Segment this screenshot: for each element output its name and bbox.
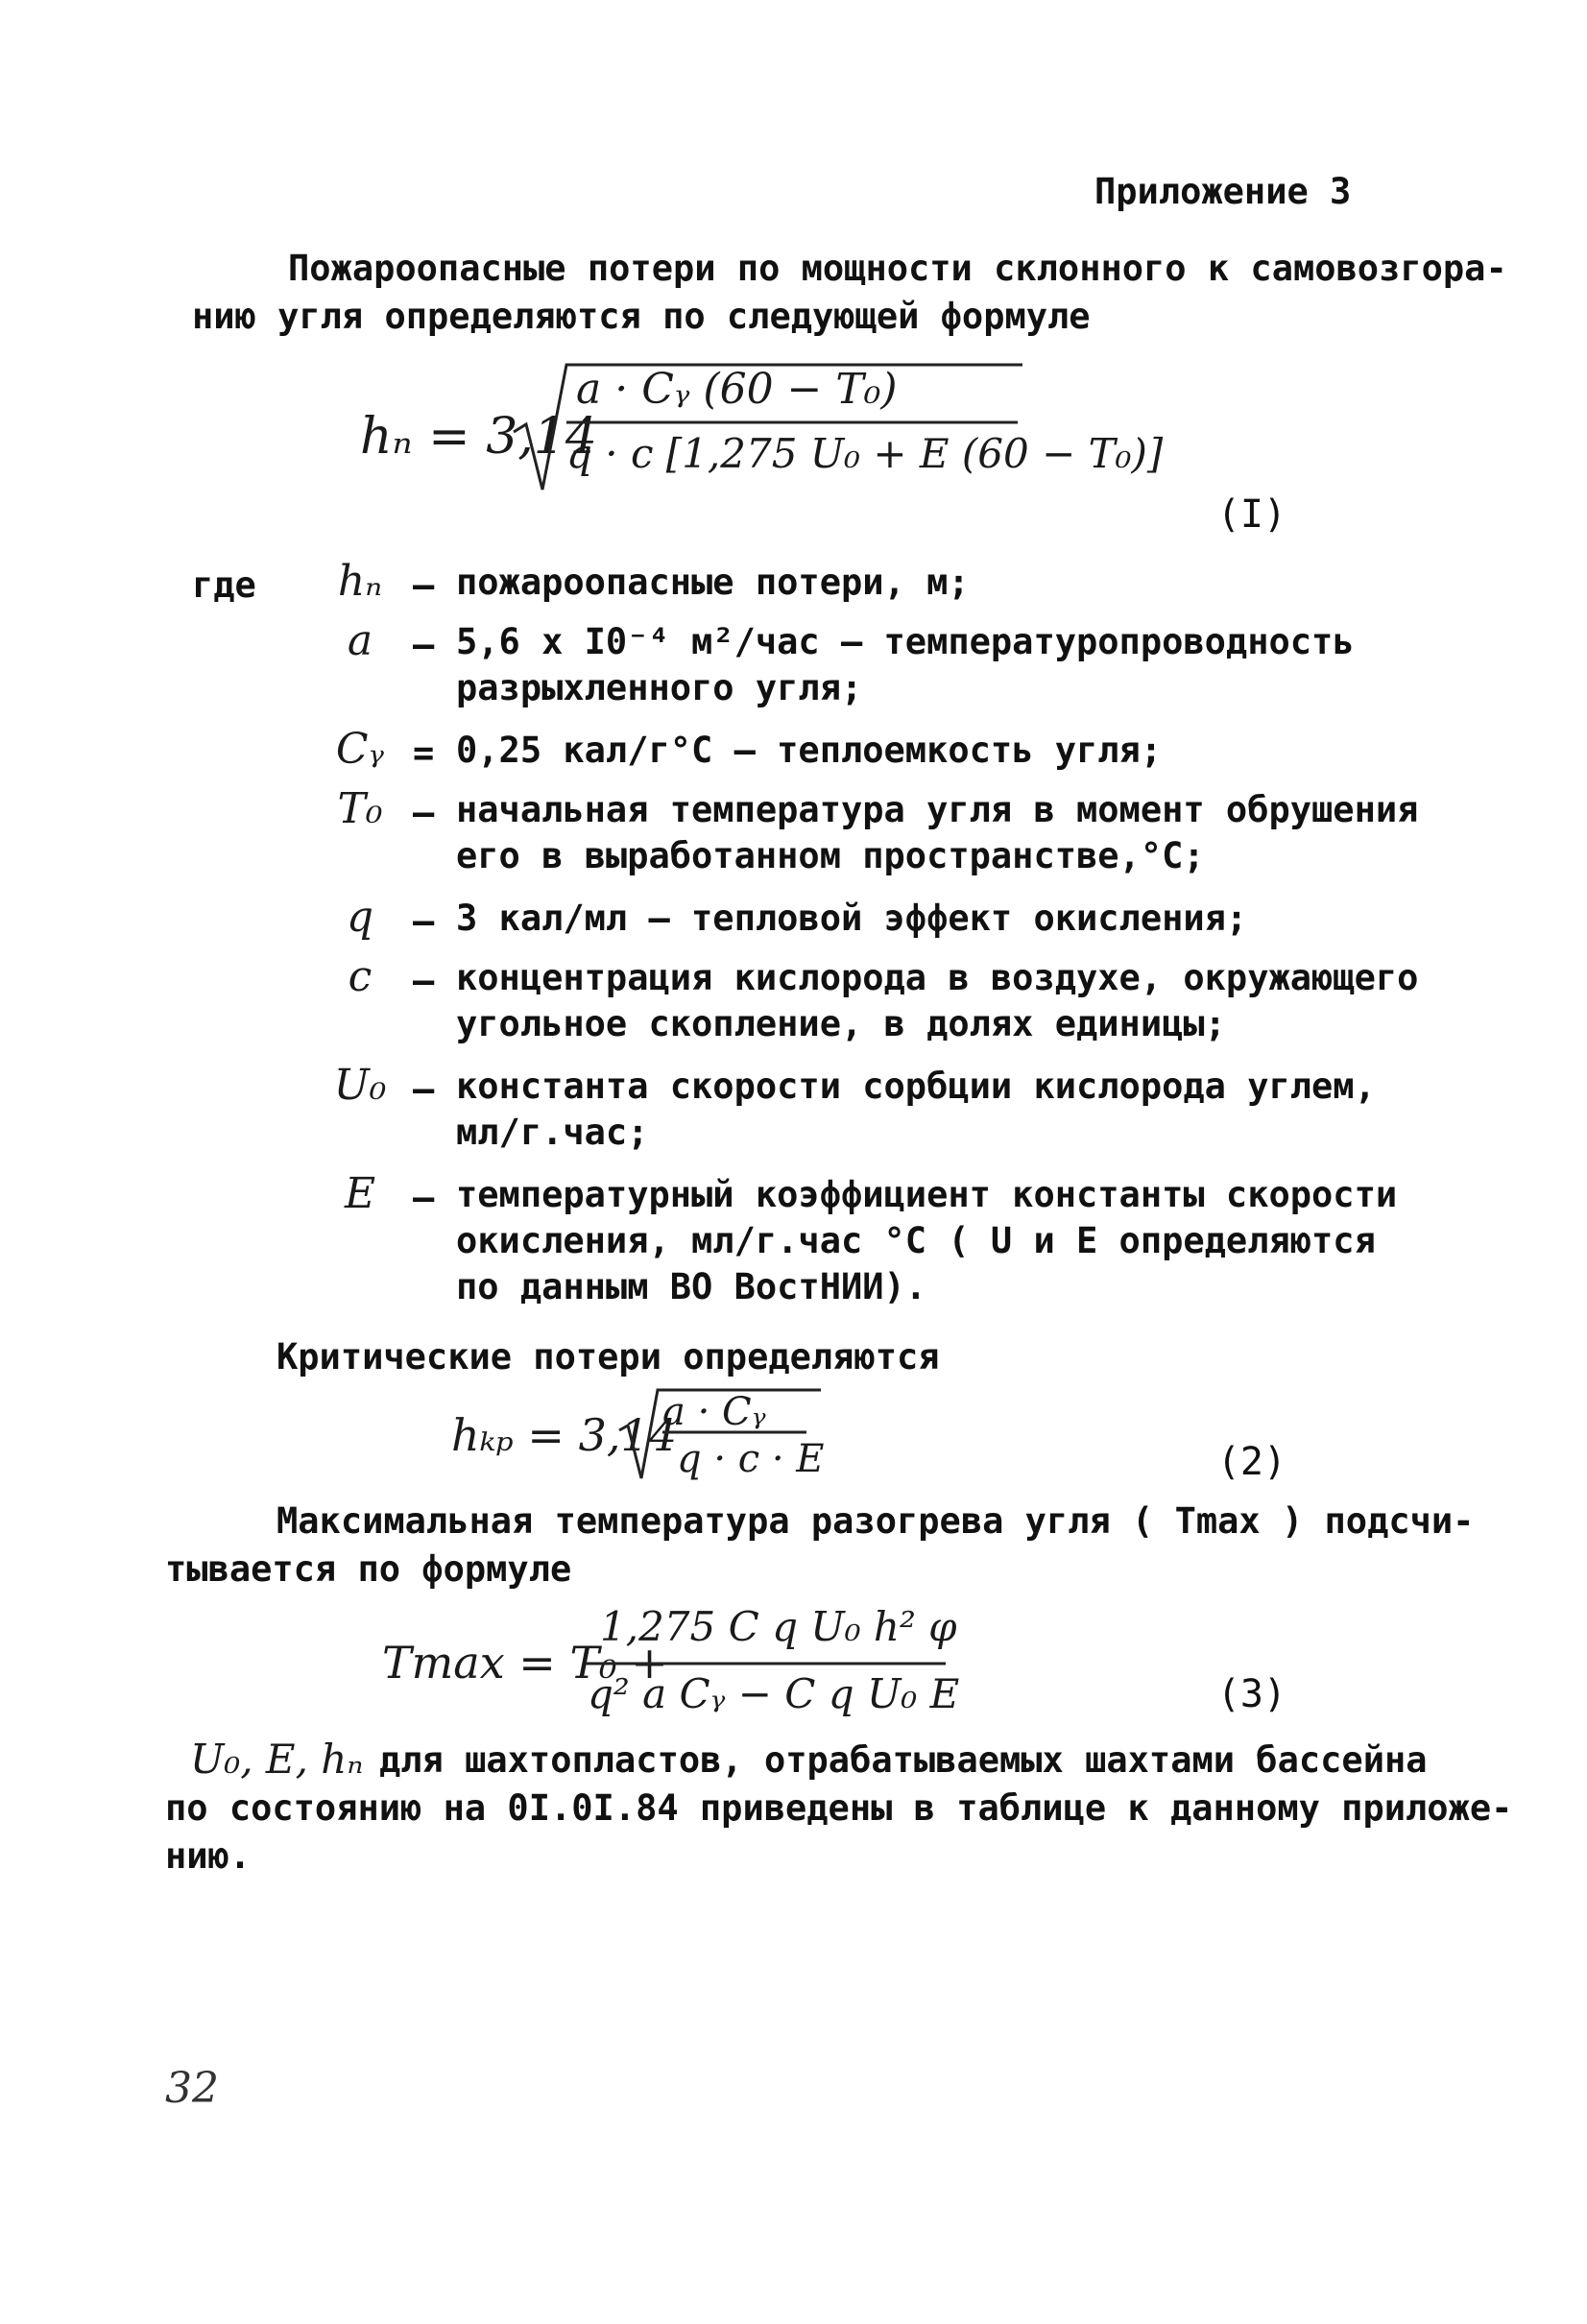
def-separator: – [413, 1177, 435, 1218]
def-text: температурный коэффициент константы скорости окисления, мл/г.час °С ( U и E определяются по данным ВО ВостНИИ). [456, 1174, 1398, 1307]
def-symbol-cy: Cᵧ [335, 725, 385, 774]
closing-line-1: для шахтопластов, отрабатываемых шахтами бассейна [379, 1739, 1428, 1781]
max-temp-line-2: тывается по формуле [165, 1548, 572, 1590]
formula-1-numerator: a · Cᵧ (60 − T₀) [576, 365, 898, 414]
def-symbol-a: a [347, 616, 373, 665]
def-text: пожароопасные потери, м; [456, 562, 970, 603]
def-separator: – [413, 900, 435, 942]
formula-1-number: (I) [1216, 492, 1286, 537]
closing-line-3: нию. [165, 1835, 252, 1877]
def-text: 5,6 х I0⁻⁴ м²/час – температуропроводность разрыхленного угля; [456, 621, 1355, 708]
closing-line-2: по состоянию на 0I.0I.84 приведены в таблице к данному приложе- [165, 1787, 1513, 1829]
formula-2-number: (2) [1216, 1440, 1286, 1484]
where-label: где [192, 564, 256, 606]
formula-2-lhs: hₖₚ = 3,14 [451, 1409, 678, 1461]
intro-line-2: нию угля определяются по следующей формуле [192, 296, 1091, 337]
def-separator: – [413, 1068, 435, 1110]
def-symbol-c: c [348, 952, 373, 1001]
def-text: концентрация кислорода в воздухе, окружающего угольное скопление, в долях единицы; [456, 957, 1419, 1044]
def-separator: – [413, 564, 435, 606]
formula-1-denominator: q · c [1,275 U₀ + E (60 − T₀)] [566, 430, 1164, 477]
formula-2-denominator: q · c · E [677, 1437, 825, 1481]
def-separator: = [413, 732, 435, 774]
formula-3-fraction-bar [586, 1661, 950, 1666]
formula-2-numerator: a · Cᵧ [662, 1390, 766, 1434]
formula-3-lhs: Tmax = T₀ + [382, 1637, 668, 1689]
def-text: константа скорости сорбции кислорода углем, мл/г.час; [456, 1066, 1376, 1153]
def-text: начальная температура угля в момент обрушения его в выработанном пространстве,°С; [456, 789, 1419, 876]
def-symbol-q: q [346, 893, 374, 942]
def-symbol-e: E [344, 1169, 376, 1218]
closing-symbols: U₀, E, hₙ [190, 1736, 364, 1783]
def-separator: – [413, 624, 435, 665]
formula-1-lhs: hₙ = 3,14 [360, 408, 597, 466]
max-temp-line-1: Максимальная температура разогрева угля ( Tmax ) подсчи- [277, 1500, 1475, 1542]
intro-line-1: Пожароопасные потери по мощности склонного к самовозгора- [288, 248, 1507, 289]
def-text: 0,25 кал/г°С – теплоемкость угля; [456, 730, 1163, 771]
def-symbol-t0: T₀ [337, 784, 383, 833]
def-separator: – [413, 960, 435, 1001]
formula-3-denominator: q² a Cᵧ − C q U₀ E [588, 1670, 960, 1717]
formula-3-numerator: 1,275 C q U₀ h² φ [600, 1603, 957, 1650]
def-text: 3 кал/мл – тепловой эффект окисления; [456, 898, 1248, 939]
formula-3-number: (3) [1216, 1672, 1286, 1716]
appendix-label: Приложение 3 [1094, 171, 1352, 212]
critical-text: Критические потери определяются [277, 1336, 940, 1378]
page-number: 32 [165, 2064, 219, 2113]
def-symbol-u0: U₀ [333, 1061, 387, 1110]
def-separator: – [413, 792, 435, 833]
def-symbol-hn: hₙ [337, 557, 383, 606]
